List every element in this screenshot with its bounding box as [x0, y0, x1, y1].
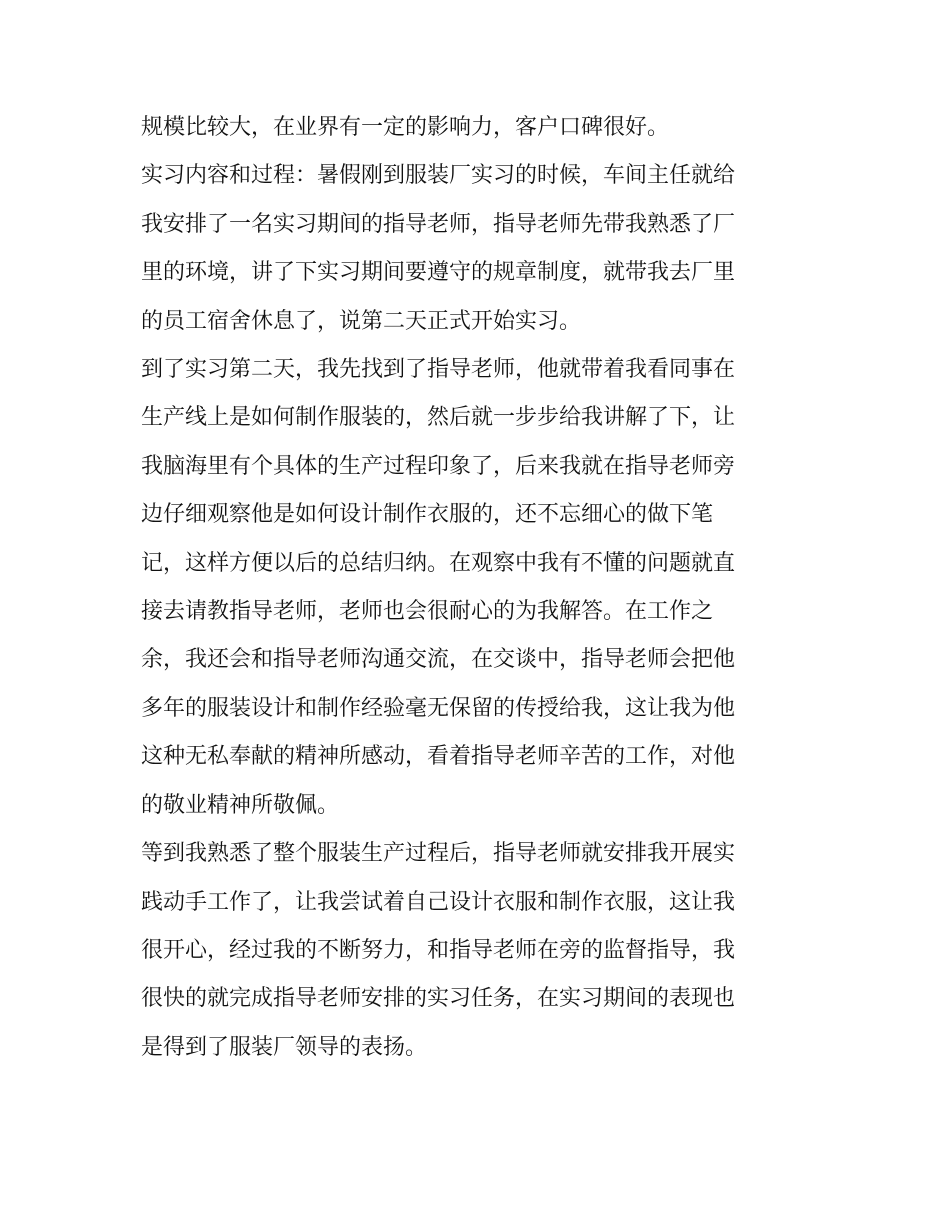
text-line: 的员工宿舍休息了，说第二天正式开始实习。 [141, 308, 582, 334]
text-line: 里的环境，讲了下实习期间要遵守的规章制度，就带我去厂里 [141, 260, 736, 286]
text-line: 实习内容和过程：暑假刚到服装厂实习的时候，车间主任就给 [141, 163, 736, 189]
text-line: 很开心，经过我的不断努力，和指导老师在旁的监督指导，我 [141, 937, 736, 963]
text-line: 边仔细观察他是如何设计制作衣服的，还不忘细心的做下笔 [141, 502, 714, 528]
text-line: 记，这样方便以后的总结归纳。在观察中我有不懂的问题就直 [141, 550, 736, 576]
text-line: 余，我还会和指导老师沟通交流，在交谈中，指导老师会把他 [141, 647, 736, 673]
text-line: 很快的就完成指导老师安排的实习任务，在实习期间的表现也 [141, 986, 736, 1012]
text-line: 生产线上是如何制作服装的，然后就一步步给我讲解了下，让 [141, 405, 736, 431]
text-line: 是得到了服装厂领导的表扬。 [141, 1034, 428, 1060]
text-line: 到了实习第二天，我先找到了指导老师，他就带着我看同事在 [141, 357, 736, 383]
text-line: 践动手工作了，让我尝试着自己设计衣服和制作衣服，这让我 [141, 889, 736, 915]
text-line: 接去请教指导老师，老师也会很耐心的为我解答。在工作之 [141, 599, 714, 625]
document-body [141, 104, 813, 1072]
text-line: 等到我熟悉了整个服装生产过程后，指导老师就安排我开展实 [141, 841, 736, 867]
text-line: 这种无私奉献的精神所感动，看着指导老师辛苦的工作，对他 [141, 744, 736, 770]
text-line: 规模比较大，在业界有一定的影响力，客户口碑很好。 [141, 115, 670, 140]
text-line: 多年的服装设计和制作经验毫无保留的传授给我，这让我为他 [141, 695, 736, 721]
text-line: 我安排了一名实习期间的指导老师，指导老师先带我熟悉了厂 [141, 211, 736, 237]
text-line: 的敬业精神所敬佩。 [141, 792, 340, 818]
text-line: 我脑海里有个具体的生产过程印象了，后来我就在指导老师旁 [141, 453, 736, 479]
